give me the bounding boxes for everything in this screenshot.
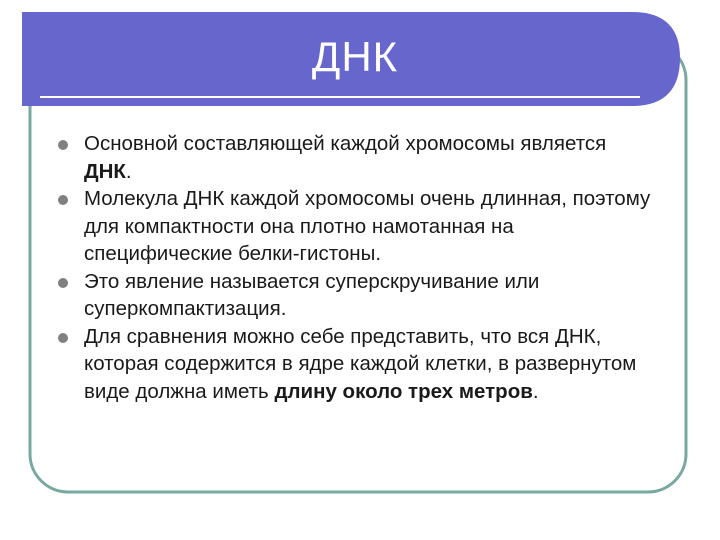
bullet-bold-text: длину около трех метров: [274, 379, 533, 403]
bullet-item: [56, 130, 656, 185]
bullet-item: [56, 185, 656, 268]
bullet-text: Молекула ДНК каждой хромосомы очень длинная, поэтому для компактности она плотно намотанная на специфические белки-гистоны.: [84, 187, 651, 265]
bullet-tail: .: [532, 379, 539, 403]
bullet-text: Для сравнения можно себе представить, что вся ДНК, которая содержится в ядре каждой клетки, в развернутом виде должна иметь: [84, 324, 637, 403]
bullet-text: Основной составляющей каждой хромосомы является: [84, 132, 607, 155]
bullet-dot-icon: [58, 140, 68, 150]
bullet-text: Это явление называется суперскручивание или суперкомпактизация.: [84, 269, 540, 320]
bullet-item: [56, 323, 656, 406]
bullet-dot-icon: [58, 278, 68, 288]
bullet-dot-icon: [58, 333, 68, 343]
bullet-item: [56, 268, 656, 323]
bullet-tail: .: [125, 159, 132, 183]
bullet-bold-text: ДНК: [84, 159, 126, 183]
bullet-list: [56, 130, 656, 405]
bullet-dot-icon: [58, 195, 68, 205]
slide-title: ДНК: [311, 33, 399, 80]
